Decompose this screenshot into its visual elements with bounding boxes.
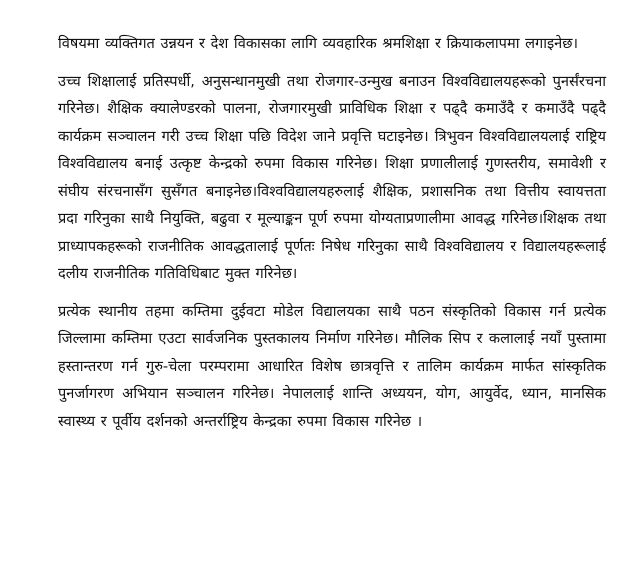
paragraph-3: प्रत्येक स्थानीय तहमा कम्तिमा दुईवटा मोडेल विद्यालयका साथै पठन संस्कृतिको विकास गर्न प्रत्येक जिल्लामा कम्तिमा एउटा सार्वजनिक पुस्तकालय निर्माण गरिनेछ। मौलिक सिप र कलालाई नयाँ पुस्तामा हस्तान्तरण गर्न गुरु-चेला परम्परामा आधारित विशेष छात्रवृत्ति र तालिम कार्यक्रम मार्फत सांस्कृतिक पुनर्जागरण अभियान सञ्चालन गरिनेछ। नेपाललाई शान्ति अध्ययन, योग, आयुर्वेद, ध्यान, मानसिक स्वास्थ्य र पूर्वीय दर्शनको अन्तर्राष्ट्रिय केन्द्रका रुपमा विकास गरिनेछ । <box>58 302 606 430</box>
paragraph-2: उच्च शिक्षालाई प्रतिस्पर्धी, अनुसन्धानमुखी तथा रोजगार-उन्मुख बनाउन विश्वविद्यालयहरूको पुनर्संरचना गरिनेछ। शैक्षिक क्यालेण्डरको पालना, रोजगारमुखी प्राविधिक शिक्षा र पढ्दै कमाउँदै र कमाउँदै पढ्दै कार्यक्रम सञ्चालन गरी उच्च शिक्षा पछि विदेश जाने प्रवृत्ति घटाइनेछ। त्रिभुवन विश्वविद्यालयलाई राष्ट्रिय विश्वविद्यालय बनाई उत्कृष्ट केन्द्रको रुपमा विकास गरिनेछ। शिक्षा प्रणालीलाई गुणस्तरीय, समावेशी र संघीय संरचनासँग सुसँगत बनाइनेछ।विश्वविद्यालयहरुलाई शैक्षिक, प्रशासनिक तथा वित्तीय स्वायत्तता प्रदा गरिनुका साथै नियुक्ति, बढुवा र मूल्याङ्कन पूर्ण रुपमा योग्यताप्रणालीमा आवद्ध गरिनेछ।शिक्षक तथा प्राध्यापकहरूको राजनीतिक आवद्धतालाई पूर्णतः निषेध गरिनुका साथै विश्वविद्यालय र विद्यालयहरूलाई दलीय राजनीतिक गतिविधिबाट मुक्त गरिनेछ। <box>58 72 606 282</box>
paragraph-1: विषयमा व्यक्तिगत उन्नयन र देश विकासका लागि व्यवहारिक श्रमशिक्षा र क्रियाकलापमा लगाइनेछ। <box>58 35 579 52</box>
